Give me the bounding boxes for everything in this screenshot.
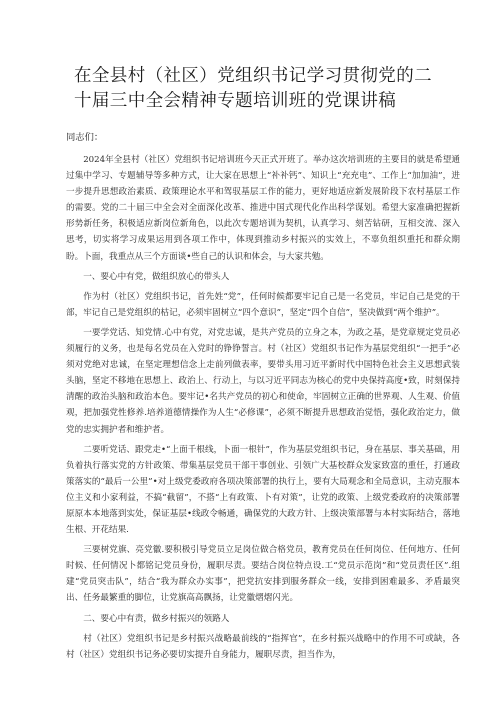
section-heading: 二、要心中有责，做乡村振兴的领路人: [83, 613, 230, 624]
section-heading: 一、要心中有党，做组织放心的带头人: [83, 271, 230, 282]
body-paragraph: 村（社区）党组织书记是乡村振兴战略最前线的“指挥官”，在乡村振兴战略中的作用不可或缺，各村（社区）党组织书记务必要切实提升自身能力，履职尽责，担当作为，: [66, 633, 460, 660]
body-paragraph: 三要树党旗、亮党徽.要积极引导党员立足岗位做合格党员，教育党员在任何岗位、任何地方、任何时候、任何情况卜都铭记党员身份，履职尽责。要结合岗位特点设.工“党员示范岗”和“党员责任区”.组建“党员突击队”，结合“我为群众办实事”，把党抗安排到服务群众一线，安排到困难最多、矛盾最突出、任务最繁重的脚位，让党旗高高飘扬，让党徽熠熠闪光。: [66, 545, 460, 604]
document-title: 在全县村（社区）党组织书记学习贯彻党的二十届三中全会精神专题培训班的党课讲稿: [74, 66, 432, 111]
body-paragraph: 一要学党话、知党情.心中有党，对党忠诚，是共产党员的立身之本，为政之基，是党章规定党员必须履行的义务，也是每名党员在入党时的铮铮誓言。村（社区）党组织书记作为基层党组织“一把手”必须对党绝对忠诚，在坚定理想信念上走前列做表率，要带头用习近平新时代中国特色社会主义思想武装头脑，坚定不移地在思想上、政治上、行动上，与以习近平同志为核心的党中央保持高度•致，时刻保持清醒的政治头脑和政治本色。要牢记•名共产党员的初心和使命，牢固树立正确的世界观、人生观、价值观，把加强党性修养.培养道德情操作为人生“必修课”，必须不断提升思想政治觉悟，强化政治定力，做党的忠实拥护者和维护者。: [66, 327, 460, 435]
body-paragraph: 作为村（社区）党组织书记，首先姓“党”，任何时候都要牢记自己是一名党员，牢记自己是党的干部，牢记自己是党组织的枯记，必须牢固树立“四个意识”，坚定“四个自信”，坚决做到“两个维护”。: [66, 291, 460, 318]
body-paragraph: 二要听党话、跟党走•“上面千根线，卜面一根针”，作为基层党组织书记，身在基层、事关基础，用负着执行落实党的方针政策、带集基层党员干部干事创业、引领广大基校群众发家致富的重任，打通政策落实的“最后一公里”•对上级党委政府各项决策部署的执行上，要有大局观念和全局意识，主动克服本位主义和小家利益，不搞“截留”，不搭“上有政策、卜有对策”，让党的政策、上级党委政府的决策部署原原本本地落到实处，保证基层•线政令畅通，确保党的大政方针、上级决策部署与本村实际结合，落地生根、开花结果.: [66, 444, 460, 536]
body-paragraph: 2024年全县村（社区）党组织书记培训班今天正式开班了。举办这次培训班的主要目的就是希望通过集中学习、专题辅导等多种方式，让大家在思想上“补补钙”、知识上“充充电”、工作上“加加油”，进一步提升思想政治素质、政策理论水平和驾驭基层工作的能力，更好地适应新发展阶段下农村基层工作的需要。党的二十届三中全会对全面深化改革、推进中国式现代化作出科学谋划。希望大家准确把握新形势新任务，积极适应新岗位新角色，以此次专题培训为契机，认真学习、刻苦钻研，互相交流、深入思考，切实将学习成果运用到各项工作中，体现到推动乡村振兴的实效上，不辜负组织重托和群众期盼。卜面，我重点从三个方面谈•些自己的认识和体会，与大家共勉。: [66, 155, 460, 262]
document-body: [66, 152, 460, 663]
salutation: 同志们：: [66, 132, 104, 143]
